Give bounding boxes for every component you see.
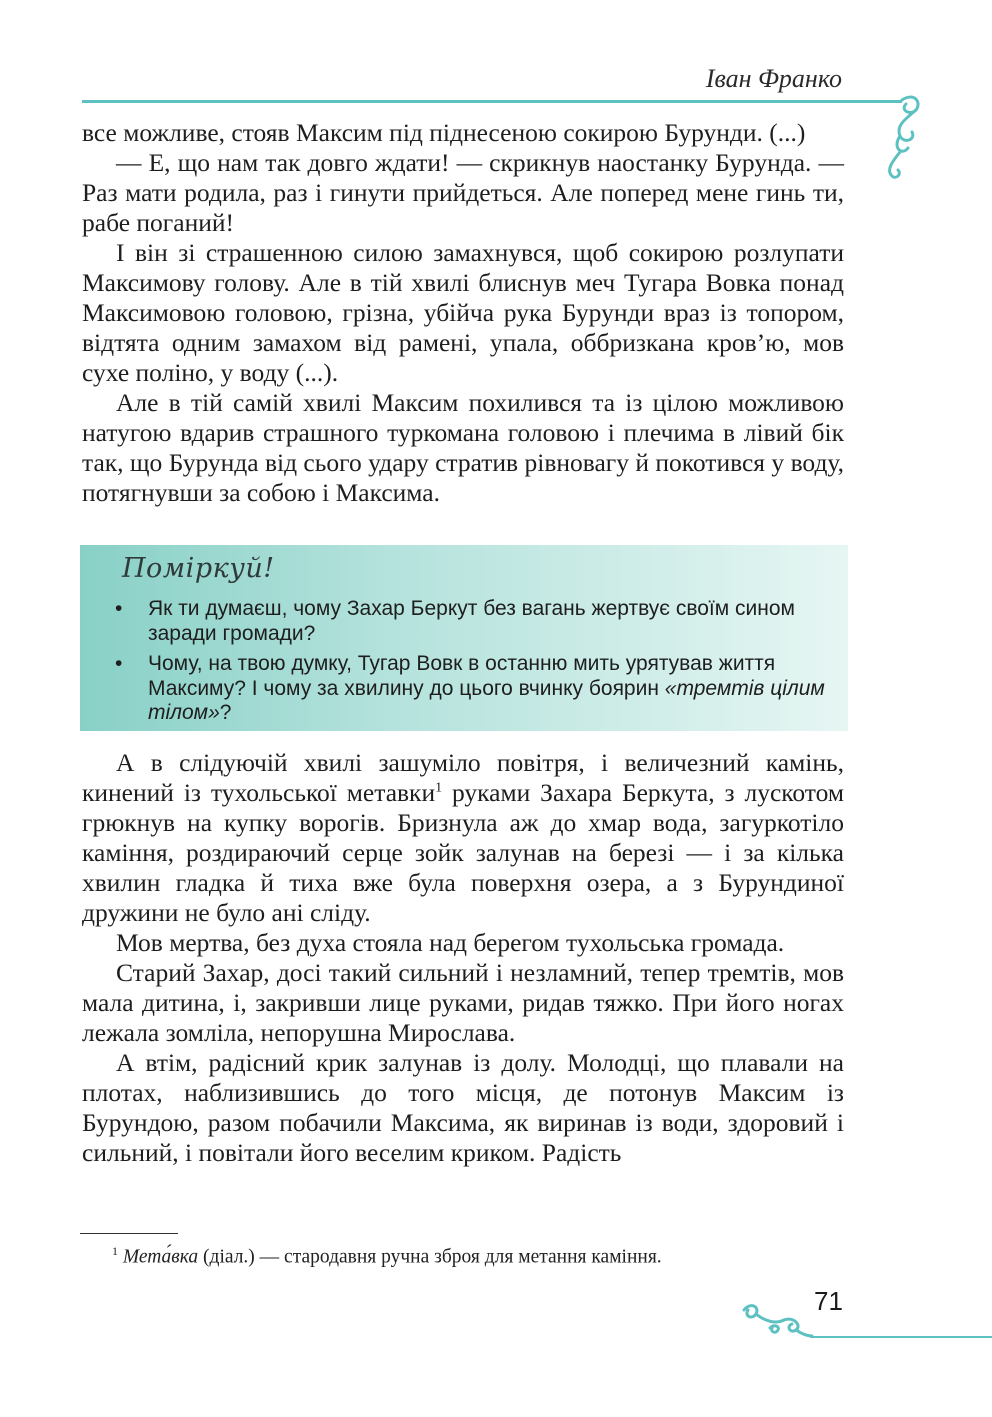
swirl-ornament-icon bbox=[740, 1298, 820, 1338]
footnote-text: (діал.) — стародавня ручна зброя для метання каміння. bbox=[198, 1246, 662, 1268]
paragraph-5-rest: руками Захара Беркута, з лускотом грюкнув на купку ворогів. Бризнула аж до хмар вода, загуркотіло каміння, роздираючий серце зойк залунав на березі — і за кілька хвилин гладка й тиха вже була поверхня озера, а з Бурундиної дружини не було ані сліду. bbox=[82, 778, 844, 927]
question-2-text: Чому, на твою думку, Тугар Вовк в останню мить урятував життя Максиму? І чому за хвилину до цього вчинку боярин bbox=[148, 652, 776, 700]
question-item-2 bbox=[113, 652, 843, 726]
text-block-lower bbox=[82, 748, 844, 1168]
page-number: 71 bbox=[814, 1286, 843, 1316]
question-2-quote: «тремтів цілим тілом» bbox=[148, 676, 825, 724]
paragraph-8: А втім, радісний крик залунав із долу. Молодці, що плавали на плотах, наблизившись до того місця, де потонув Максим із Бурундою, разом побачили Максима, як виринав із води, здоровий і сильний, і повітали його веселим криком. Радість bbox=[82, 1048, 844, 1167]
running-head-author: Іван Франко bbox=[705, 64, 842, 93]
footnote bbox=[112, 1244, 832, 1269]
footnote-term: Мета́вка bbox=[122, 1246, 199, 1268]
footnote-rule bbox=[80, 1233, 178, 1234]
paragraph-4: Але в тій самій хвилі Максим похилився та із цілою можливою натугою вдарив страшного туркомана головою і плечима в лівий бік так, що Бурунда від сього удару стратив рівновагу й покотився у воду, потягнувши за собою і Максима. bbox=[82, 388, 844, 507]
paragraph-2: — Е, що нам так довго ждати! — скрикнув наостанку Бурунда. — Раз мати родила, раз і гинути прийдеться. Але поперед мене гинь ти, рабе поганий! bbox=[82, 148, 844, 237]
question-2-end: ? bbox=[219, 701, 232, 724]
question-list bbox=[113, 597, 843, 732]
footer-rule bbox=[810, 1336, 992, 1338]
paragraph-3: І він зі страшенною силою замахнувся, щоб сокирою розлупати Максимову голову. Але в тій хвилі блиснув меч Тугара Вовка понад Максимовою головою, грізна, убійча рука Бурунди враз із топором, відтята одним замахом від рамені, упала, оббризкана кров’ю, мов сухе поліно, у воду (...). bbox=[82, 238, 844, 387]
bullet-icon: • bbox=[115, 652, 123, 675]
paragraph-5 bbox=[82, 748, 844, 928]
question-1-text: Як ти думаєш, чому Захар Беркут без вагань жертвує своїм сином заради громади? bbox=[148, 597, 795, 645]
text-block-upper bbox=[82, 118, 844, 508]
swirl-ornament-icon bbox=[870, 86, 930, 196]
paragraph-7: Старий Захар, досі такий сильний і незламний, тепер тремтів, мов мала дитина, і, закривши лице руками, ридав тяжко. При його ногах лежала зомліла, непорушна Мирослава. bbox=[82, 958, 844, 1047]
header-rule bbox=[82, 100, 902, 103]
bullet-icon: • bbox=[115, 597, 123, 620]
paragraph-6: Мов мертва, без духа стояла над берегом тухольська громада. bbox=[116, 928, 785, 957]
think-box bbox=[80, 545, 848, 731]
question-item-1 bbox=[113, 597, 843, 646]
think-box-title: Поміркуй! bbox=[122, 553, 275, 584]
paragraph-5-start: А в слідуючій хвилі зашуміло повітря, і величезний камінь, кинений із тухольської метавки bbox=[82, 748, 844, 807]
footnote-marker: 1 bbox=[112, 1244, 118, 1258]
paragraph-1: все можливе, стояв Максим під піднесеною сокирою Бурунди. (...) bbox=[82, 118, 806, 147]
footnote-reference[interactable]: 1 bbox=[435, 780, 443, 796]
